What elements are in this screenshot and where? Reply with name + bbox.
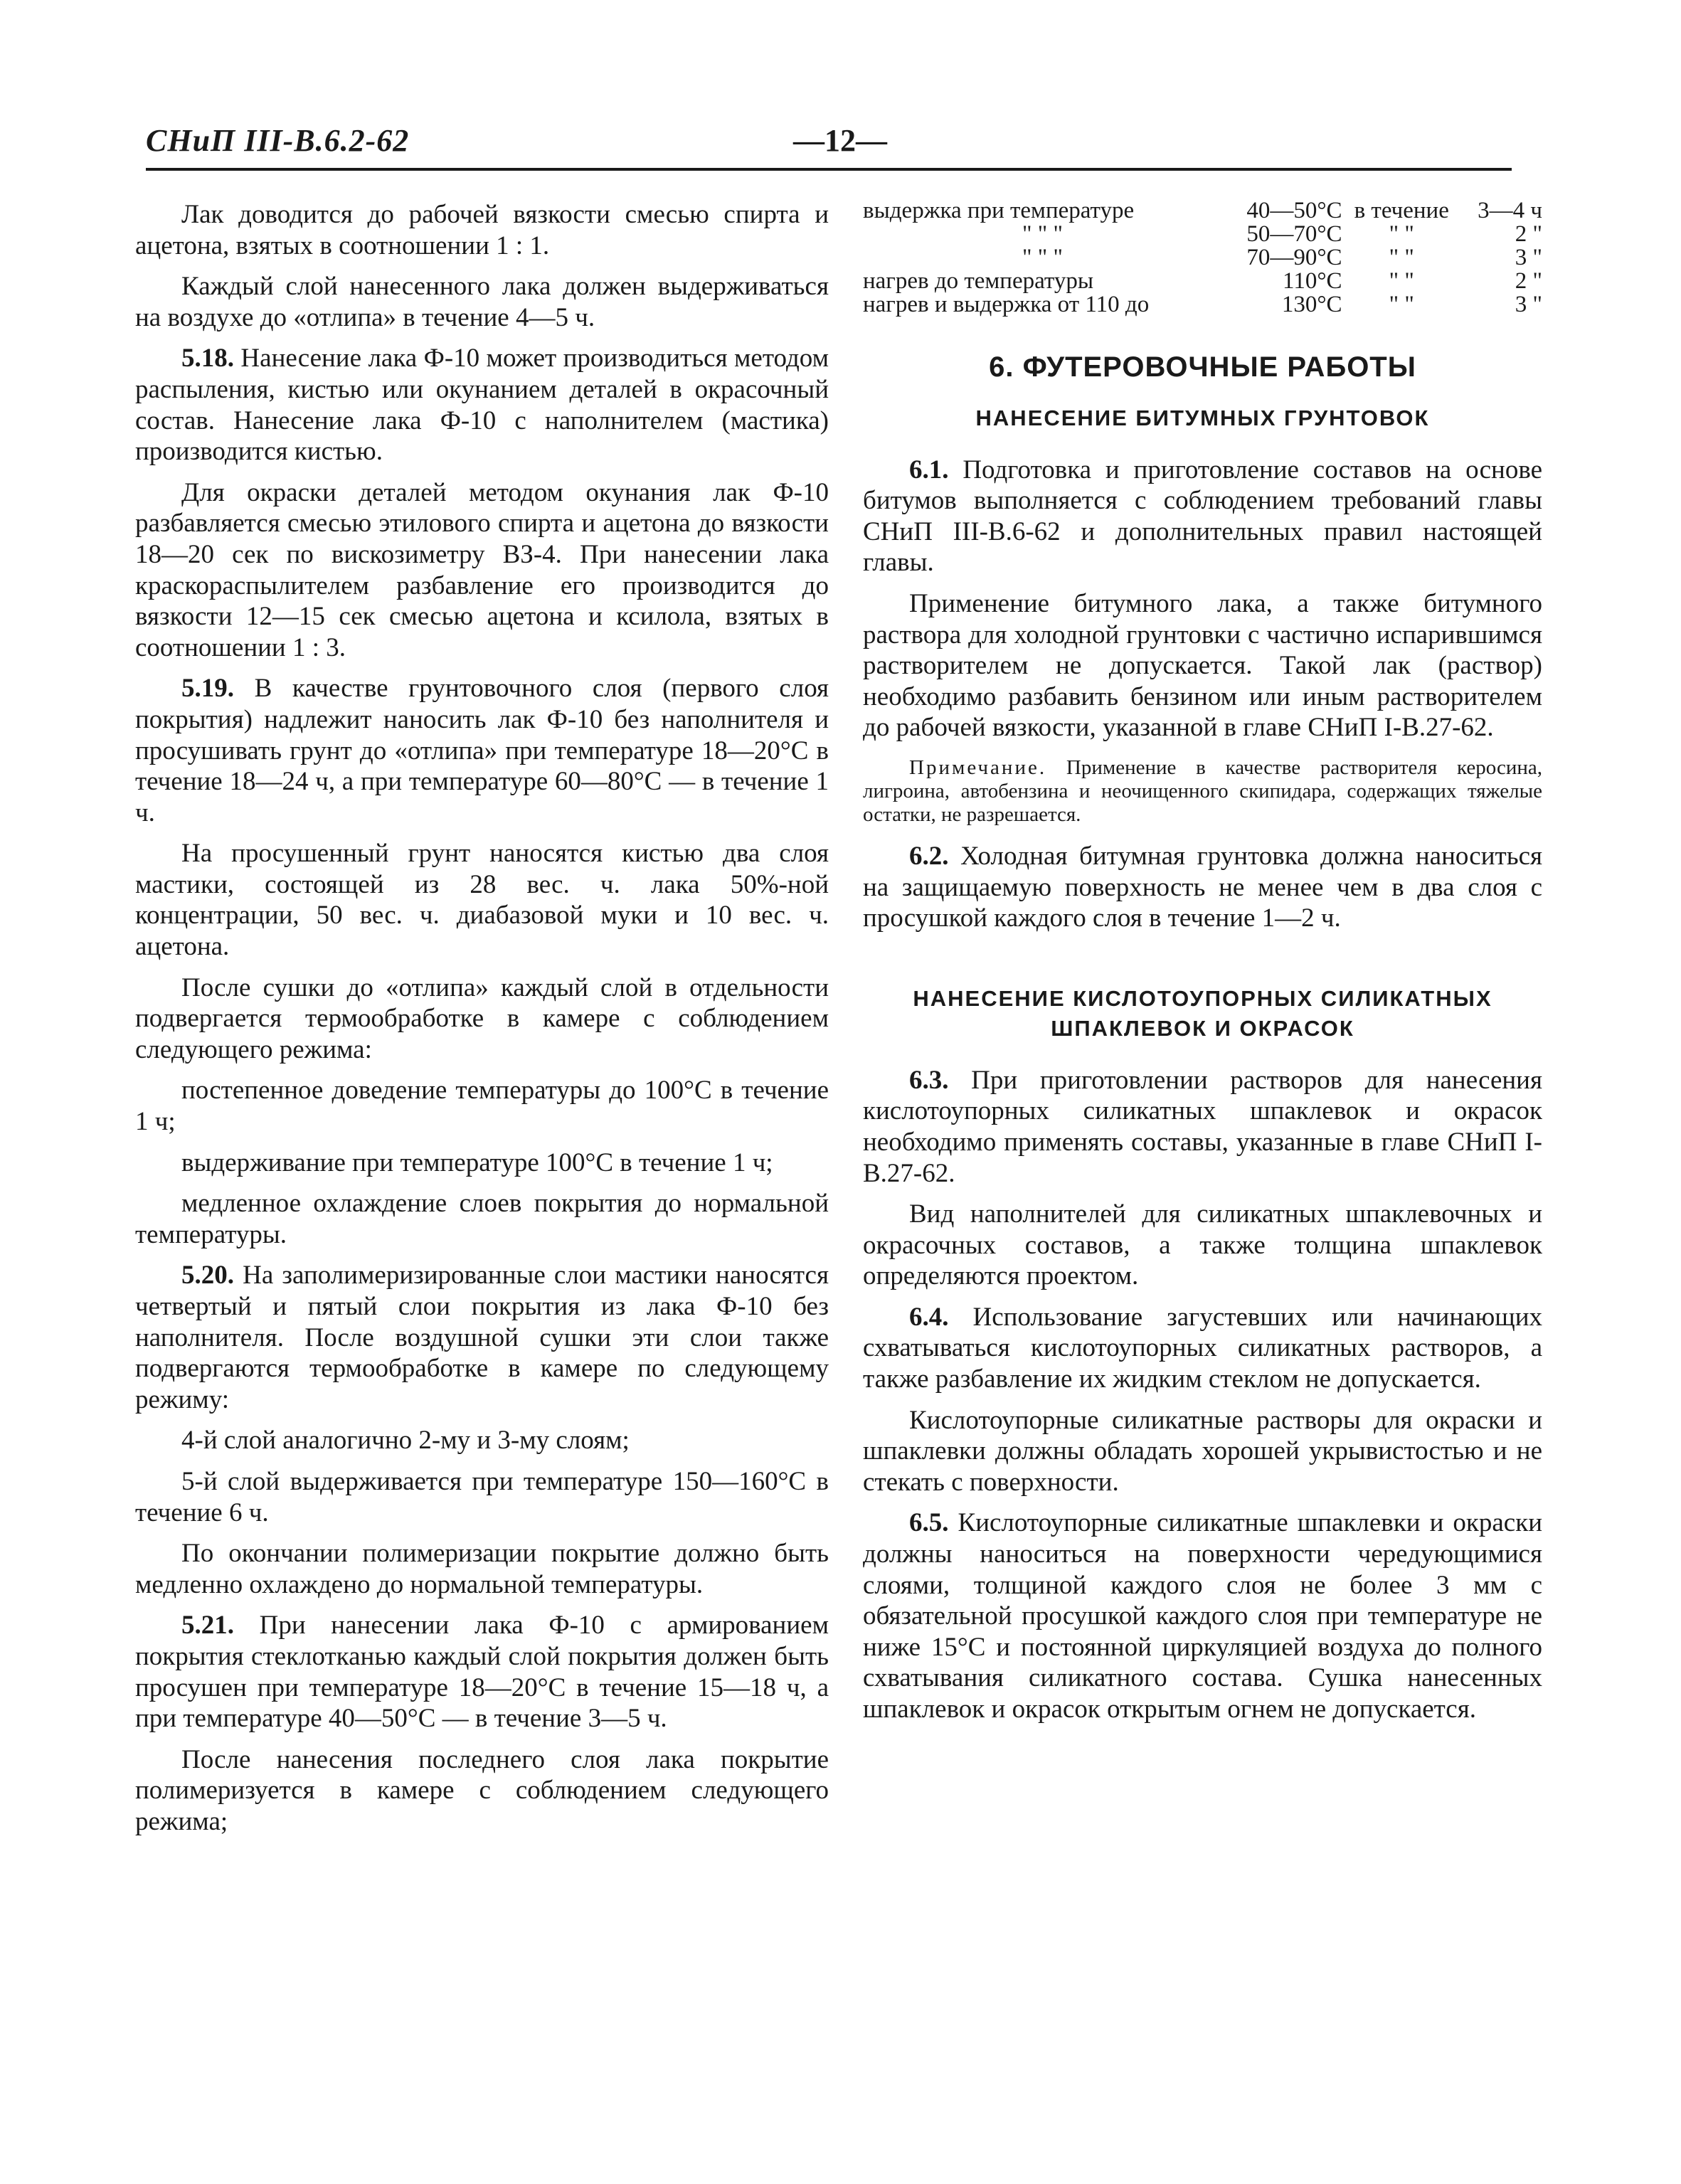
regime-item: выдерживание при температуре 100°С в течение 1 ч; bbox=[181, 1147, 773, 1177]
subsection-title: НАНЕСЕНИЕ БИТУМНЫХ ГРУНТОВОК bbox=[975, 405, 1430, 430]
table-row bbox=[863, 199, 1542, 223]
clause-text: Кислотоупорные силикатные шпаклевки и окраски должны наноситься на поверхности чередующимися слоями, толщиной каждого слоя не более 3 мм с обязательной просушкой каждого слоя при температуре не ниже 15°С и постоянной циркуляцией воздуха до полного схватывания силикатного состава. Сушка нанесенных шпаклевок и окрасок открытым огнем не допускается. bbox=[863, 1508, 1542, 1724]
table-row bbox=[863, 246, 1542, 270]
clause-number: 6.3. bbox=[909, 1065, 949, 1095]
regime-duration: 3 " bbox=[1515, 292, 1542, 317]
clause-6-4 bbox=[863, 1302, 1542, 1395]
regime-step: " " " bbox=[1022, 221, 1063, 247]
header-rule bbox=[146, 168, 1512, 171]
clause-5-18 bbox=[135, 343, 829, 467]
regime-duration-label: " " bbox=[1389, 245, 1414, 270]
right-column bbox=[863, 199, 1542, 1735]
regime-item: 4-й слой аналогично 2-му и 3-му слоям; bbox=[181, 1426, 630, 1456]
table-row bbox=[863, 223, 1542, 246]
regime-duration-label: в течение bbox=[1354, 198, 1449, 223]
clause-text: В качестве грунтовочного слоя (первого слоя покрытия) надлежит наносить лак Ф-10 без наполнителя и просушивать грунт до «отлипа» при температуре 18—20°С в течение 18—24 ч, а при температуре 60—80°С — в течение 1 ч. bbox=[135, 674, 829, 827]
clause-text: Подготовка и приготовление составов на основе битумов выполняется с соблюдением требований главы СНиП III-В.6-62 и дополнительных правил настоящей главы. bbox=[863, 455, 1542, 578]
regime-duration-label: " " bbox=[1389, 268, 1414, 294]
clause-text: При приготовлении растворов для нанесения кислотоупорных силикатных шпаклевок и окрасок необходимо применять составы, указанные в главе СНиП I-В.27-62. bbox=[863, 1065, 1542, 1188]
regime-duration-label: " " bbox=[1389, 221, 1414, 247]
paragraph: Лак доводится до рабочей вязкости смесью спирта и ацетона, взятых в соотношении 1 : 1. bbox=[135, 200, 829, 260]
paragraph: Применение битумного лака, а также битумного раствора для холодной грунтовки с частично испарившимся растворителем не допускается. Такой лак (раствор) необходимо разбавить бензином или иным растворителем до рабочей вязкости, указанной в главе СНиП I-В.27-62. bbox=[863, 588, 1542, 743]
clause-number: 5.20. bbox=[181, 1261, 234, 1290]
clause-number: 6.4. bbox=[909, 1302, 949, 1332]
table-row bbox=[863, 293, 1542, 317]
clause-number: 5.21. bbox=[181, 1611, 234, 1640]
regime-item: 5-й слой выдерживается при температуре 150—160°С в течение 6 ч. bbox=[135, 1466, 829, 1527]
note bbox=[863, 756, 1542, 827]
curing-regime-table bbox=[863, 199, 1542, 317]
page-header bbox=[146, 122, 1512, 165]
clause-6-3 bbox=[863, 1065, 1542, 1189]
regime-temperature: 130°С bbox=[1281, 292, 1342, 317]
clause-number: 5.19. bbox=[181, 674, 234, 704]
clause-5-21 bbox=[135, 1610, 829, 1734]
regime-duration-label: " " bbox=[1389, 292, 1414, 317]
regime-item: медленное охлаждение слоев покрытия до нормальной температуры. bbox=[135, 1189, 829, 1249]
regime-temperature: 40—50°С bbox=[1246, 198, 1342, 223]
regime-item: постепенное доведение температуры до 100°С в течение 1 ч; bbox=[135, 1076, 829, 1137]
paragraph: Кислотоупорные силикатные растворы для окраски и шпаклевки должны обладать хорошей укрывистостью и не стекать с поверхности. bbox=[863, 1405, 1542, 1497]
clause-text: При нанесении лака Ф-10 с армированием покрытия стеклотканью каждый слой покрытия должен быть просушен при температуре 18—20°С в течение 15—18 ч, а при температуре 40—50°С — в течение 3—5 ч. bbox=[135, 1611, 829, 1734]
regime-step: выдержка при температуре bbox=[863, 198, 1135, 223]
clause-text: Нанесение лака Ф-10 может производиться методом распыления, кистью или окунанием деталей в окрасочный состав. Нанесение лака Ф-10 с наполнителем (мастика) производится кистью. bbox=[135, 344, 829, 467]
clause-number: 6.1. bbox=[909, 455, 949, 484]
subsection-title: НАНЕСЕНИЕ КИСЛОТОУПОРНЫХ СИЛИКАТНЫХ ШПАКЛЕВОК И ОКРАСОК bbox=[913, 985, 1492, 1041]
clause-text: На заполимеризированные слои мастики наносятся четвертый и пятый слои покрытия из лака Ф-10 без наполнителя. После воздушной сушки эти слои также подвергаются термообработке в камере по следующему режиму: bbox=[135, 1261, 829, 1414]
regime-temperature: 70—90°С bbox=[1246, 245, 1342, 270]
note-text: Применение в качестве растворителя керосина, лигроина, автобензина и неочищенного скипидара, содержащих тяжелые остатки, не разрешается. bbox=[863, 756, 1542, 826]
paragraph: По окончании полимеризации покрытие должно быть медленно охлаждено до нормальной температуры. bbox=[135, 1539, 829, 1599]
paragraph: Вид наполнителей для силикатных шпаклевочных и окрасочных составов, а также толщина шпаклевок определяются проектом. bbox=[863, 1199, 1542, 1291]
clause-text: Использование загустевших или начинающих схватываться кислотоупорных силикатных растворов, а также разбавление их жидким стеклом не допускается. bbox=[863, 1302, 1543, 1394]
regime-step: нагрев и выдержка от 110 до bbox=[863, 292, 1150, 317]
regime-duration: 2 " bbox=[1515, 268, 1542, 294]
clause-6-1 bbox=[863, 455, 1542, 578]
paragraph: После сушки до «отлипа» каждый слой в отдельности подвергается термообработке в камере с соблюдением следующего режима: bbox=[135, 972, 829, 1064]
regime-temperature: 110°С bbox=[1283, 268, 1342, 294]
paragraph: Для окраски деталей методом окунания лак Ф-10 разбавляется смесью этилового спирта и ацетона до вязкости 18—20 сек по вискозиметру ВЗ-4. При нанесении лака краскораспылителем разбавление его производится до вязкости 12—15 сек смесью ацетона и ксилола, взятых в соотношении 1 : 3. bbox=[135, 477, 829, 662]
document-code: СНиП III-В.6.2-62 bbox=[146, 123, 410, 158]
regime-temperature: 50—70°С bbox=[1246, 221, 1342, 247]
clause-number: 6.5. bbox=[909, 1508, 949, 1538]
clause-6-5 bbox=[863, 1507, 1542, 1724]
page-number: —12— bbox=[793, 123, 887, 158]
clause-5-19 bbox=[135, 673, 829, 828]
clause-5-20 bbox=[135, 1260, 829, 1415]
regime-duration: 2 " bbox=[1515, 221, 1542, 247]
clause-number: 6.2. bbox=[909, 841, 949, 871]
left-column bbox=[135, 199, 829, 1848]
paragraph: На просушенный грунт наносятся кистью два слоя мастики, состоящей из 28 вес. ч. лака 50%-ной концентрации, 50 вес. ч. диабазовой муки и 10 вес. ч. ацетона. bbox=[135, 839, 829, 962]
clause-6-2 bbox=[863, 841, 1542, 934]
clause-number: 5.18. bbox=[181, 344, 234, 373]
regime-duration: 3 " bbox=[1515, 245, 1542, 270]
paragraph: После нанесения последнего слоя лака покрытие полимеризуется в камере с соблюдением следующего режима; bbox=[135, 1744, 829, 1836]
note-label: Примечание. bbox=[909, 756, 1047, 779]
clause-text: Холодная битумная грунтовка должна наноситься на защищаемую поверхность не менее чем в два слоя с просушкой каждого слоя в течение 1—2 ч. bbox=[863, 841, 1543, 933]
regime-step: " " " bbox=[1022, 245, 1063, 270]
table-row bbox=[863, 270, 1542, 293]
section-title: 6. ФУТЕРОВОЧНЫЕ РАБОТЫ bbox=[989, 351, 1416, 383]
regime-step: нагрев до температуры bbox=[863, 268, 1094, 294]
paragraph: Каждый слой нанесенного лака должен выдерживаться на воздухе до «отлипа» в течение 4—5 ч. bbox=[135, 272, 829, 332]
regime-duration: 3—4 ч bbox=[1478, 198, 1542, 223]
